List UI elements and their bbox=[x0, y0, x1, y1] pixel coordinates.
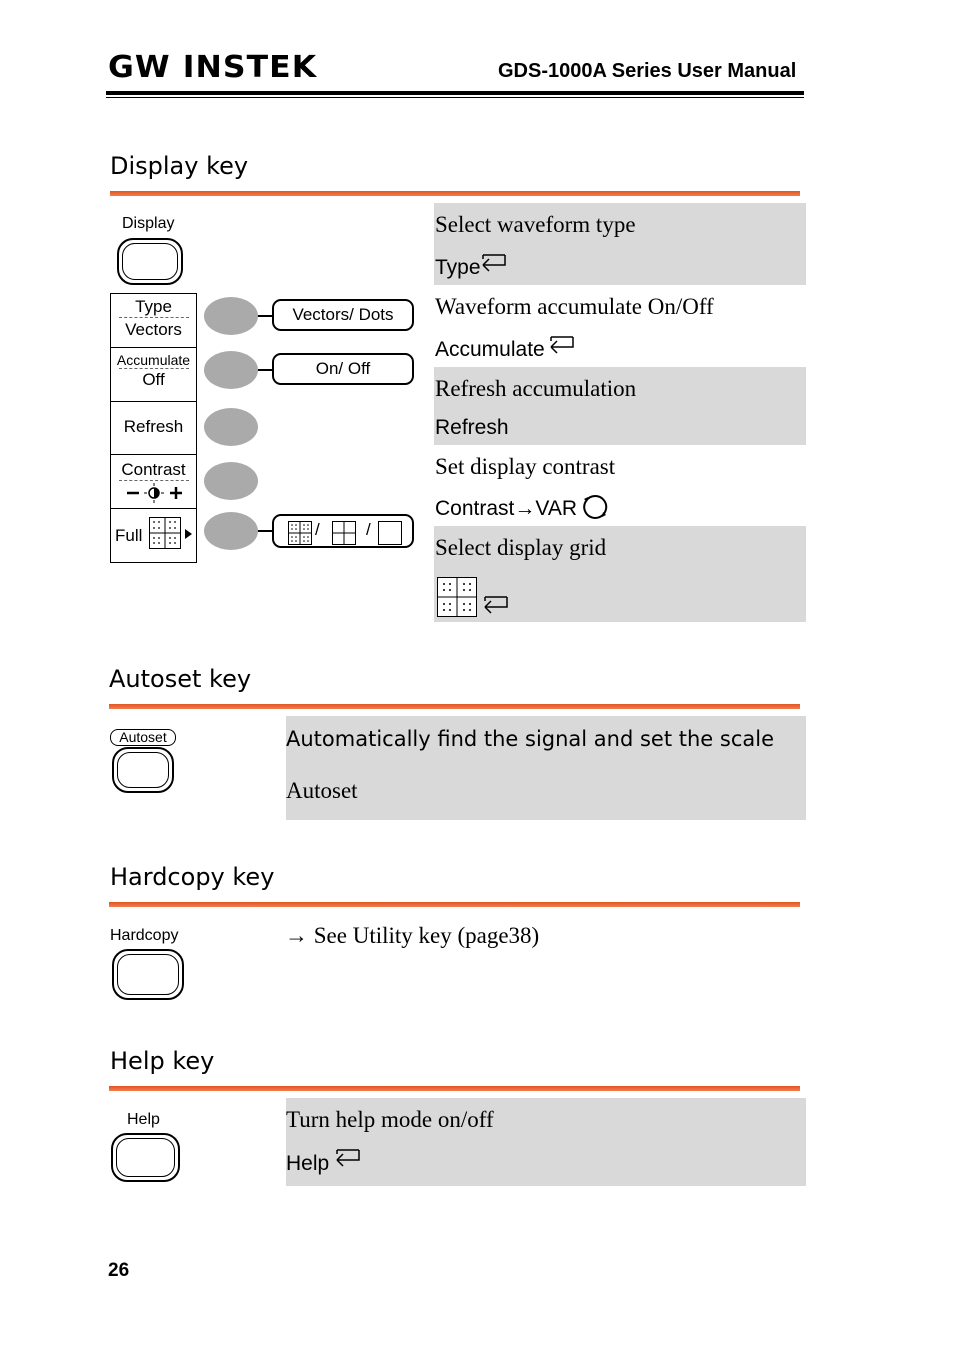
section-rule-help bbox=[109, 1086, 800, 1091]
enter-key-icon bbox=[481, 595, 509, 615]
display-key-label: Display bbox=[122, 215, 175, 232]
help-key-button[interactable] bbox=[111, 1133, 180, 1182]
autoset-description: Automatically find the signal and set the scale bbox=[286, 727, 775, 751]
frame-grid-option-icon bbox=[378, 521, 402, 545]
menu-type-value: Vectors bbox=[125, 320, 182, 339]
autoset-key-button[interactable] bbox=[112, 747, 174, 793]
hardcopy-key-button[interactable] bbox=[112, 949, 184, 1000]
menu-contrast-label: Contrast bbox=[121, 460, 186, 479]
op-accumulate: Accumulate bbox=[435, 338, 545, 361]
softkey-4[interactable] bbox=[204, 462, 258, 500]
cross-grid-option-icon bbox=[332, 521, 356, 545]
menu-type-label: Type bbox=[135, 297, 172, 316]
desc-select-waveform-type: Select waveform type bbox=[435, 212, 636, 237]
softkey-5[interactable] bbox=[204, 512, 258, 550]
full-grid-icon bbox=[149, 517, 181, 549]
menu-divider bbox=[119, 368, 189, 369]
grid-separator: / bbox=[366, 520, 371, 539]
page-number: 26 bbox=[108, 1260, 130, 1281]
display-key-button[interactable] bbox=[117, 238, 183, 285]
desc-waveform-accumulate: Waveform accumulate On/Off bbox=[435, 294, 714, 319]
section-title-help: Help key bbox=[110, 1047, 215, 1075]
full-grid-option-icon bbox=[288, 521, 312, 545]
document-title: GDS-1000A Series User Manual bbox=[498, 60, 797, 82]
desc-refresh-accumulation: Refresh accumulation bbox=[435, 376, 637, 401]
op-refresh: Refresh bbox=[435, 416, 509, 439]
brand-logo: GW INSTEK bbox=[108, 50, 318, 85]
softkey-3[interactable] bbox=[204, 408, 258, 446]
menu-divider bbox=[119, 317, 189, 318]
menu-cell-type[interactable] bbox=[111, 294, 196, 348]
menu-full-label: Full bbox=[115, 526, 143, 545]
menu-cell-accumulate[interactable] bbox=[111, 348, 196, 402]
softkey-1[interactable] bbox=[204, 297, 258, 335]
header-rule-thin bbox=[106, 97, 804, 98]
grid-separator: / bbox=[315, 520, 320, 539]
softkey-2[interactable] bbox=[204, 351, 258, 389]
section-rule-display bbox=[110, 191, 800, 196]
section-rule-hardcopy bbox=[109, 902, 800, 907]
contrast-icon bbox=[124, 482, 184, 504]
autoset-operation: Autoset bbox=[286, 778, 358, 803]
section-rule-autoset bbox=[109, 704, 800, 709]
menu-divider bbox=[119, 480, 189, 481]
display-soft-menu bbox=[110, 293, 197, 563]
op-contrast-var: Contrast→VAR bbox=[435, 497, 577, 520]
desc-set-display-contrast: Set display contrast bbox=[435, 454, 616, 479]
variable-knob-icon bbox=[582, 494, 608, 520]
menu-accumulate-label: Accumulate bbox=[116, 352, 191, 368]
op-type: Type bbox=[435, 256, 481, 279]
help-key-label: Help bbox=[127, 1111, 160, 1128]
desc-select-display-grid: Select display grid bbox=[435, 535, 607, 560]
menu-cell-grid[interactable] bbox=[111, 509, 196, 562]
display-grid-icon bbox=[437, 577, 477, 617]
type-options-box: Vectors/ Dots bbox=[272, 299, 414, 331]
menu-cell-contrast[interactable] bbox=[111, 455, 196, 509]
hardcopy-key-label: Hardcopy bbox=[110, 927, 179, 944]
autoset-key-label: Autoset bbox=[110, 729, 176, 746]
section-title-hardcopy: Hardcopy key bbox=[110, 863, 275, 891]
section-title-display: Display key bbox=[110, 152, 249, 180]
menu-refresh-label: Refresh bbox=[123, 417, 184, 436]
enter-key-icon bbox=[547, 335, 575, 355]
help-description: Turn help mode on/off bbox=[286, 1107, 494, 1132]
enter-key-icon bbox=[479, 253, 507, 273]
help-operation: Help bbox=[286, 1152, 330, 1175]
section-title-autoset: Autoset key bbox=[109, 665, 252, 693]
grid-options-box bbox=[272, 514, 414, 548]
accumulate-options-box: On/ Off bbox=[272, 353, 414, 385]
hardcopy-description: → See Utility key (page38) bbox=[285, 923, 540, 948]
menu-accumulate-value: Off bbox=[142, 370, 165, 389]
header-rule-thick bbox=[106, 91, 804, 95]
enter-key-icon bbox=[333, 1148, 361, 1168]
triangle-right-icon bbox=[185, 529, 193, 539]
menu-cell-refresh[interactable] bbox=[111, 402, 196, 455]
